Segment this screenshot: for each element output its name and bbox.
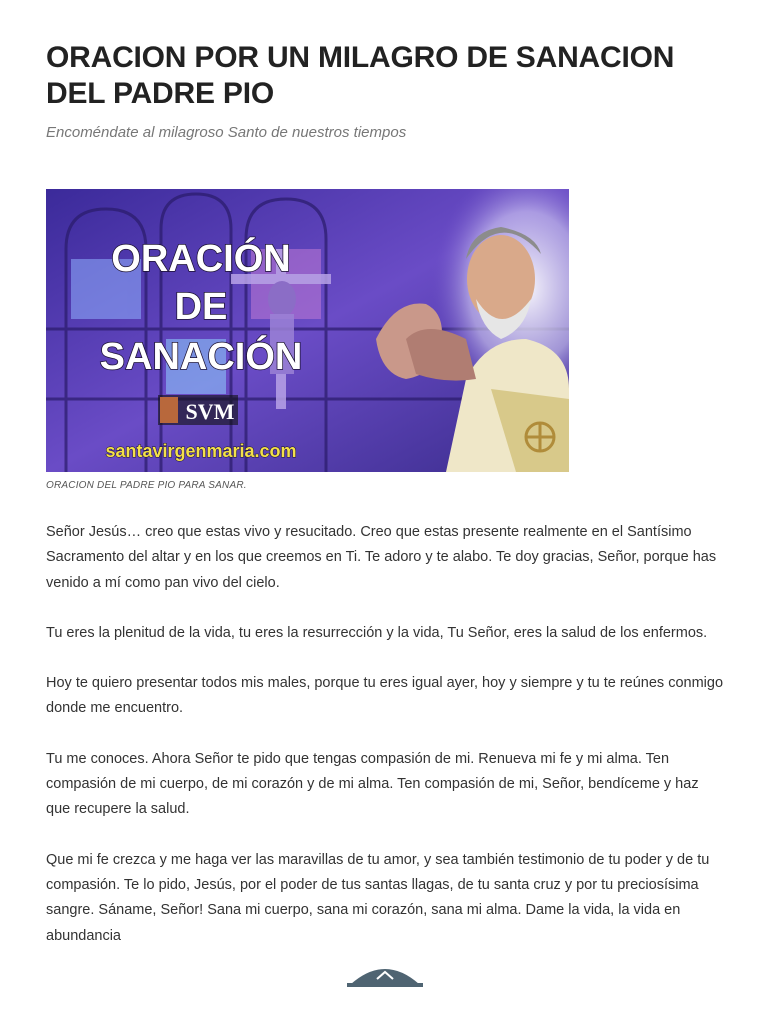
scroll-top-button[interactable] <box>347 962 423 988</box>
paragraph: Que mi fe crezca y me haga ver las maravillas de tu amor, y sea también testimonio de tu poder y de tu compasión. Te lo pido, Jesús, por el poder de tus santas llagas, de tu santa cruz y por tu preciosísima sangre. Sáname, Señor! Sana mi cuerpo, sana mi corazón, sana mi alma. Dame la vida, la vida en abundancia <box>46 851 710 944</box>
image-title-line2: DE <box>174 286 228 328</box>
logo-text: SVM <box>185 399 235 424</box>
paragraph: Tu me conoces. Ahora Señor te pido que tengas compasión de mi. Renueva mi fe y mi alma. Ten compasión de mi cuerpo, de mi corazón y de mi alma. Ten compasión de mi, Señor, bendíceme y haz que recupere la salud. <box>46 750 699 818</box>
article-subtitle: Encoméndate al milagroso Santo de nuestros tiempos <box>46 124 407 141</box>
article-body <box>46 520 726 974</box>
featured-image <box>46 189 569 472</box>
paragraph: Tu eres la plenitud de la vida, tu eres la resurrección y la vida, Tu Señor, eres la salud de los enfermos. <box>46 624 708 641</box>
article-title: ORACION POR UN MILAGRO DE SANACION DEL PADRE PIO <box>46 41 675 110</box>
image-site: santavirgenmaria.com <box>105 441 297 461</box>
svm-logo <box>158 395 238 425</box>
image-title-line1: ORACIÓN <box>111 238 291 280</box>
article-header <box>46 40 726 141</box>
paragraph: Señor Jesús… creo que estas vivo y resucitado. Creo que estas presente realmente en el Santísimo Sacramento del altar y en los que creemos en Ti. Te adoro y te alabo. Te doy gracias, Señor, porque has venido a mí como pan vivo del cielo. <box>46 524 717 591</box>
image-caption: ORACION DEL PADRE PIO PARA SANAR. <box>46 480 247 491</box>
paragraph: Hoy te quiero presentar todos mis males, porque tu eres igual ayer, hoy y siempre y tu te reúnes conmigo donde me encuentro. <box>46 675 724 717</box>
image-title-line3: SANACIÓN <box>99 336 303 378</box>
